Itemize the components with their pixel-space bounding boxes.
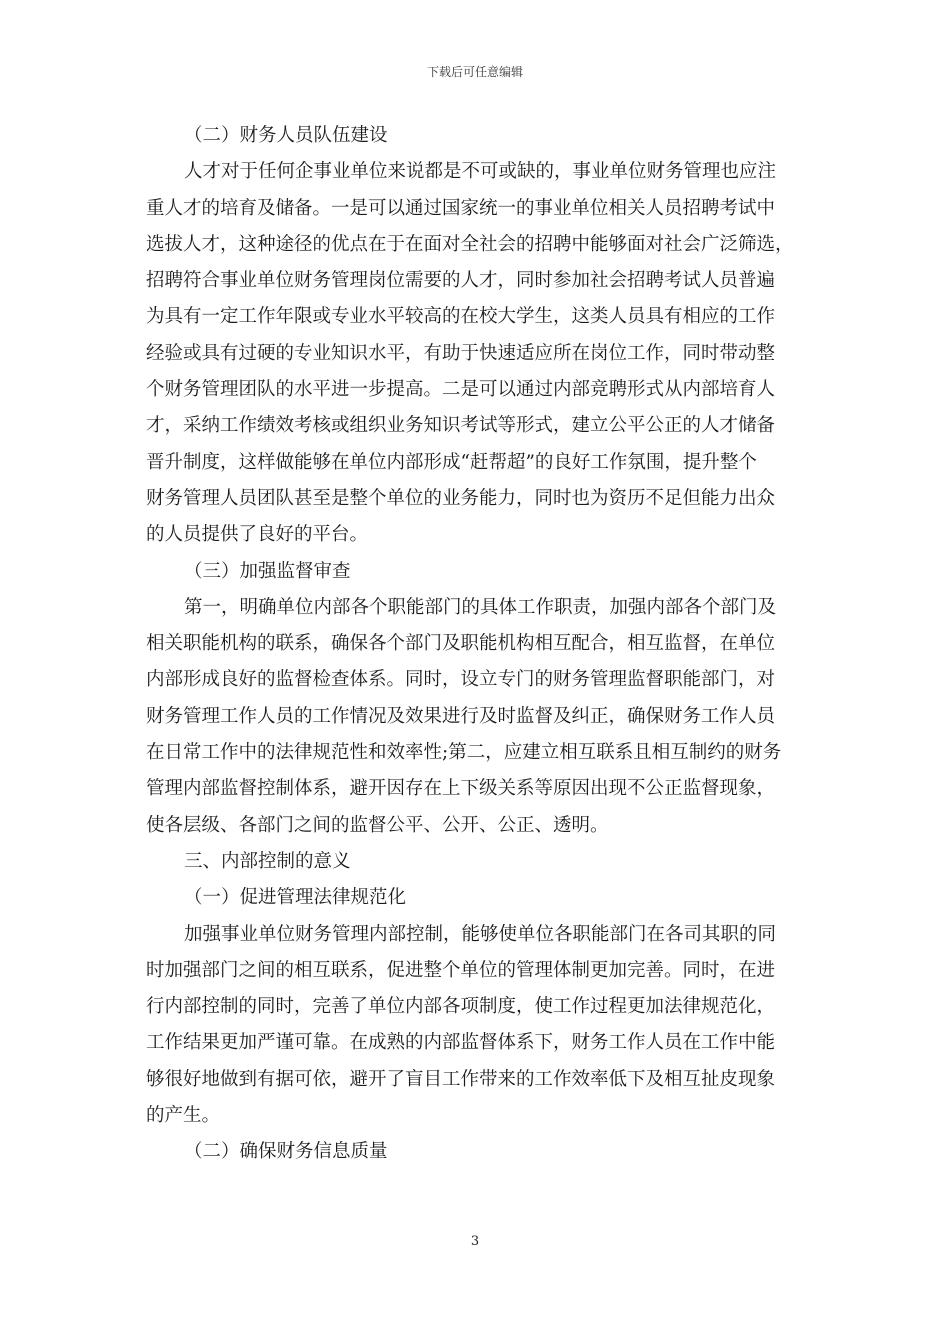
paragraph-line: 第一，明确单位内部各个职能部门的具体工作职责，加强内部各个部门及 bbox=[184, 596, 777, 618]
paragraph-line: 在日常工作中的法律规范性和效率性;第二，应建立相互联系且相互制约的财务 bbox=[146, 742, 782, 764]
paragraph-line: 管理内部监督控制体系，避开因存在上下级关系等原因出现不公正监督现象， bbox=[146, 778, 776, 800]
subsection-heading-legal-standardization: （一）促进管理法律规范化 bbox=[184, 887, 407, 909]
paragraph-line: 晋升制度，这样做能够在单位内部形成“赶帮超”的良好工作氛围，提升整个 bbox=[146, 451, 757, 473]
paragraph-staff-building bbox=[146, 154, 814, 553]
paragraph-line: 内部形成良好的监督检查体系。同时，设立专门的财务管理监督职能部门，对 bbox=[146, 669, 776, 691]
paragraph-line: 选拔人才，这种途径的优点在于在面对全社会的招聘中能够面对社会广泛筛选， bbox=[146, 233, 794, 255]
paragraph-line: 相关职能机构的联系，确保各个部门及职能机构相互配合，相互监督，在单位 bbox=[146, 633, 776, 655]
paragraph-line: 的产生。 bbox=[146, 1105, 221, 1127]
paragraph-line: 个财务管理团队的水平进一步提高。二是可以通过内部竞聘形式从内部培育人 bbox=[146, 379, 776, 401]
paragraph-line: 加强事业单位财务管理内部控制，能够使单位各职能部门在各司其职的同 bbox=[184, 923, 777, 945]
paragraph-line: 才，采纳工作绩效考核或组织业务知识考试等形式，建立公平公正的人才储备 bbox=[146, 415, 776, 437]
chapter-heading-internal-control: 三、内部控制的意义 bbox=[184, 850, 351, 872]
paragraph-line: 经验或具有过硬的专业知识水平，有助于快速适应所在岗位工作，同时带动整 bbox=[146, 342, 776, 364]
paragraph-line: 财务管理工作人员的工作情况及效果进行及时监督及纠正，确保财务工作人员 bbox=[146, 705, 776, 727]
paragraph-line: 时加强部门之间的相互联系，促进整个单位的管理体制更加完善。同时，在进 bbox=[146, 959, 776, 981]
paragraph-line: 财务管理人员团队甚至是整个单位的业务能力，同时也为资历不足但能力出众 bbox=[146, 487, 776, 509]
paragraph-line: 够很好地做到有据可依，避开了盲目工作带来的工作效率低下及相互扯皮现象 bbox=[146, 1068, 776, 1090]
paragraph-line: 重人才的培育及储备。一是可以通过国家统一的事业单位相关人员招聘考试中 bbox=[146, 197, 776, 219]
page-number: 3 bbox=[470, 1234, 480, 1249]
paragraph-line: 人才对于任何企事业单位来说都是不可或缺的，事业单位财务管理也应注 bbox=[184, 161, 777, 183]
paragraph-line: 的人员提供了良好的平台。 bbox=[146, 524, 369, 546]
paragraph-line: 招聘符合事业单位财务管理岗位需要的人才，同时参加社会招聘考试人员普遍 bbox=[146, 270, 776, 292]
page-header-note: 下载后可任意编辑 bbox=[426, 65, 523, 79]
paragraph-line: 为具有一定工作年限或专业水平较高的在校大学生，这类人员具有相应的工作 bbox=[146, 306, 776, 328]
section-heading-staff-building: （二）财务人员队伍建设 bbox=[184, 125, 388, 146]
section-heading-supervision: （三）加强监督审查 bbox=[184, 560, 351, 582]
paragraph-line: 使各层级、各部门之间的监督公平、公开、公正、透明。 bbox=[146, 814, 609, 836]
paragraph-line: 行内部控制的同时，完善了单位内部各项制度，使工作过程更加法律规范化， bbox=[146, 996, 776, 1018]
paragraph-line: 工作结果更加严谨可靠。在成熟的内部监督体系下，财务工作人员在工作中能 bbox=[146, 1032, 776, 1054]
paragraph-legal-standardization bbox=[146, 917, 814, 1135]
paragraph-supervision bbox=[146, 590, 814, 844]
subsection-heading-financial-info-quality: （二）确保财务信息质量 bbox=[184, 1141, 388, 1163]
document-body bbox=[146, 118, 814, 1171]
